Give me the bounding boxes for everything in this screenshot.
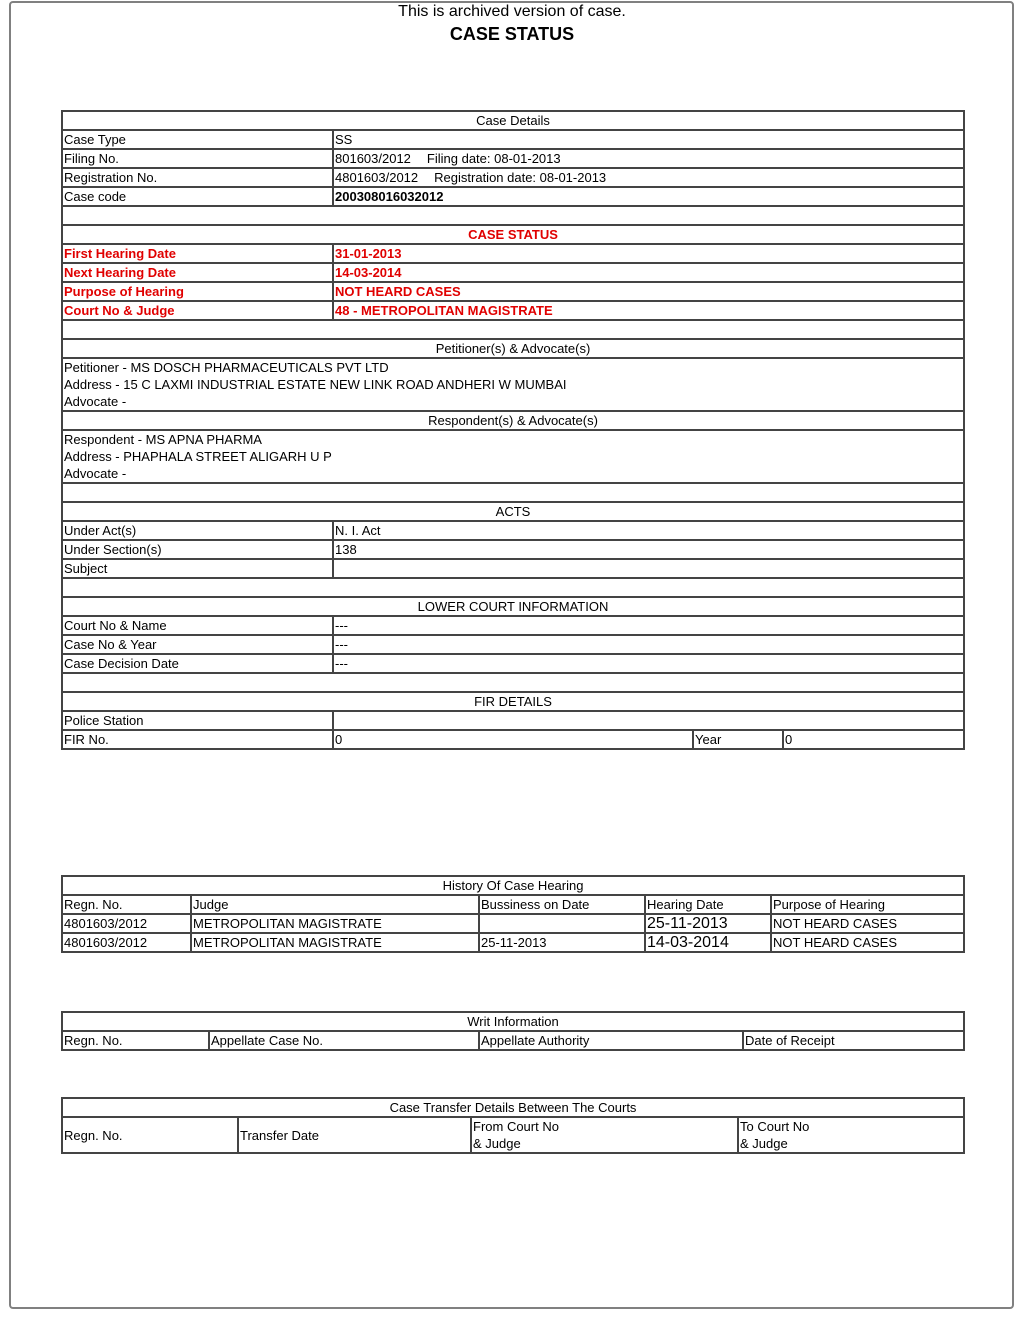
purpose-value: NOT HEARD CASES xyxy=(333,282,964,301)
registration-date-value: Registration date: 08-01-2013 xyxy=(434,170,607,185)
lower-court-heading: LOWER COURT INFORMATION xyxy=(62,597,964,616)
writ-header-row xyxy=(62,1031,964,1050)
respondent-name: Respondent - MS APNA PHARMA xyxy=(64,432,262,447)
cell-judge: METROPOLITAN MAGISTRATE xyxy=(191,914,479,933)
court-judge-value: 48 - METROPOLITAN MAGISTRATE xyxy=(333,301,964,320)
col-regn-no: Regn. No. xyxy=(62,1117,238,1153)
registration-no-value: 4801603/2012 xyxy=(335,170,419,185)
under-sections-value: 138 xyxy=(333,540,964,559)
table-row xyxy=(62,149,964,168)
lower-court-name-label: Court No & Name xyxy=(62,616,333,635)
spacer-row xyxy=(62,206,964,225)
fir-year-label: Year xyxy=(693,730,783,749)
case-details-table xyxy=(61,110,965,750)
cell-hearing-date: 25-11-2013 xyxy=(645,914,771,933)
acts-heading: ACTS xyxy=(62,502,964,521)
case-code-value: 200308016032012 xyxy=(333,187,964,206)
spacer-row xyxy=(62,673,964,692)
case-status-heading: CASE STATUS xyxy=(62,225,964,244)
table-row xyxy=(62,933,964,952)
subject-value xyxy=(333,559,964,578)
decision-date-value: --- xyxy=(333,654,964,673)
from-court-line1: From Court No xyxy=(473,1119,559,1134)
archived-notice: This is archived version of case. xyxy=(398,3,626,20)
fir-year-value: 0 xyxy=(783,730,964,749)
writ-heading: Writ Information xyxy=(62,1012,964,1031)
table-row xyxy=(62,540,964,559)
writ-table xyxy=(61,1011,965,1051)
cell-regn-no: 4801603/2012 xyxy=(62,914,191,933)
col-regn-no: Regn. No. xyxy=(62,895,191,914)
col-regn-no: Regn. No. xyxy=(62,1031,209,1050)
first-hearing-value: 31-01-2013 xyxy=(333,244,964,263)
transfer-table xyxy=(61,1097,965,1154)
cell-regn-no: 4801603/2012 xyxy=(62,933,191,952)
table-row xyxy=(62,654,964,673)
spacer-row xyxy=(62,483,964,502)
cell-hearing-date: 14-03-2014 xyxy=(645,933,771,952)
col-transfer-date: Transfer Date xyxy=(238,1117,471,1153)
table-row xyxy=(62,616,964,635)
col-appellate-authority: Appellate Authority xyxy=(479,1031,743,1050)
col-from-court xyxy=(471,1117,738,1153)
under-acts-value: N. I. Act xyxy=(333,521,964,540)
case-code-label: Case code xyxy=(62,187,333,206)
table-row xyxy=(62,730,964,749)
lower-case-year-label: Case No & Year xyxy=(62,635,333,654)
table-row xyxy=(62,130,964,149)
to-court-line2: & Judge xyxy=(740,1136,788,1151)
case-details-heading: Case Details xyxy=(62,111,964,130)
col-date-of-receipt: Date of Receipt xyxy=(743,1031,964,1050)
table-row xyxy=(62,635,964,654)
under-sections-label: Under Section(s) xyxy=(62,540,333,559)
table-row xyxy=(62,559,964,578)
police-station-value xyxy=(333,711,964,730)
lower-case-year-value: --- xyxy=(333,635,964,654)
table-row xyxy=(62,914,964,933)
page-title: CASE STATUS xyxy=(449,24,575,44)
spacer-row xyxy=(62,320,964,339)
table-row xyxy=(62,263,964,282)
col-judge: Judge xyxy=(191,895,479,914)
cell-purpose: NOT HEARD CASES xyxy=(771,914,964,933)
first-hearing-label: First Hearing Date xyxy=(62,244,333,263)
col-purpose: Purpose of Hearing xyxy=(771,895,964,914)
police-station-label: Police Station xyxy=(62,711,333,730)
col-hearing-date: Hearing Date xyxy=(645,895,771,914)
registration-no-label: Registration No. xyxy=(62,168,333,187)
respondent-heading: Respondent(s) & Advocate(s) xyxy=(62,411,964,430)
table-row xyxy=(62,301,964,320)
case-type-value: SS xyxy=(333,130,964,149)
cell-judge: METROPOLITAN MAGISTRATE xyxy=(191,933,479,952)
purpose-label: Purpose of Hearing xyxy=(62,282,333,301)
col-business-date: Bussiness on Date xyxy=(479,895,645,914)
respondent-address: Address - PHAPHALA STREET ALIGARH U P xyxy=(64,449,332,464)
spacer-row xyxy=(62,578,964,597)
col-appellate-case-no: Appellate Case No. xyxy=(209,1031,479,1050)
filing-date-value: Filing date: 08-01-2013 xyxy=(426,151,561,166)
table-row xyxy=(62,244,964,263)
petitioner-heading: Petitioner(s) & Advocate(s) xyxy=(62,339,964,358)
under-acts-label: Under Act(s) xyxy=(62,521,333,540)
table-row xyxy=(62,521,964,540)
col-to-court xyxy=(738,1117,964,1153)
decision-date-label: Case Decision Date xyxy=(62,654,333,673)
next-hearing-label: Next Hearing Date xyxy=(62,263,333,282)
petitioner-advocate: Advocate - xyxy=(64,394,127,409)
cell-business-date xyxy=(479,914,645,933)
filing-no-label: Filing No. xyxy=(62,149,333,168)
respondent-advocate: Advocate - xyxy=(64,466,127,481)
court-judge-label: Court No & Judge xyxy=(62,301,333,320)
fir-no-value: 0 xyxy=(333,730,693,749)
subject-label: Subject xyxy=(62,559,333,578)
petitioner-block xyxy=(62,358,964,411)
to-court-line1: To Court No xyxy=(740,1119,810,1134)
petitioner-name: Petitioner - MS DOSCH PHARMACEUTICALS PVT LTD xyxy=(64,360,389,375)
fir-no-label: FIR No. xyxy=(62,730,333,749)
history-table xyxy=(61,875,965,953)
history-heading: History Of Case Hearing xyxy=(62,876,964,895)
from-court-line2: & Judge xyxy=(473,1136,521,1151)
lower-court-name-value: --- xyxy=(333,616,964,635)
table-row xyxy=(62,187,964,206)
transfer-heading: Case Transfer Details Between The Courts xyxy=(62,1098,964,1117)
table-row xyxy=(62,168,964,187)
history-header-row xyxy=(62,895,964,914)
transfer-header-row xyxy=(62,1117,964,1153)
case-type-label: Case Type xyxy=(62,130,333,149)
respondent-block xyxy=(62,430,964,483)
filing-no-value: 801603/2012 xyxy=(335,151,411,166)
cell-purpose: NOT HEARD CASES xyxy=(771,933,964,952)
table-row xyxy=(62,711,964,730)
cell-business-date: 25-11-2013 xyxy=(479,933,645,952)
petitioner-address: Address - 15 C LAXMI INDUSTRIAL ESTATE NEW LINK ROAD ANDHERI W MUMBAI xyxy=(64,377,567,392)
fir-heading: FIR DETAILS xyxy=(62,692,964,711)
next-hearing-value: 14-03-2014 xyxy=(333,263,964,282)
table-row xyxy=(62,282,964,301)
